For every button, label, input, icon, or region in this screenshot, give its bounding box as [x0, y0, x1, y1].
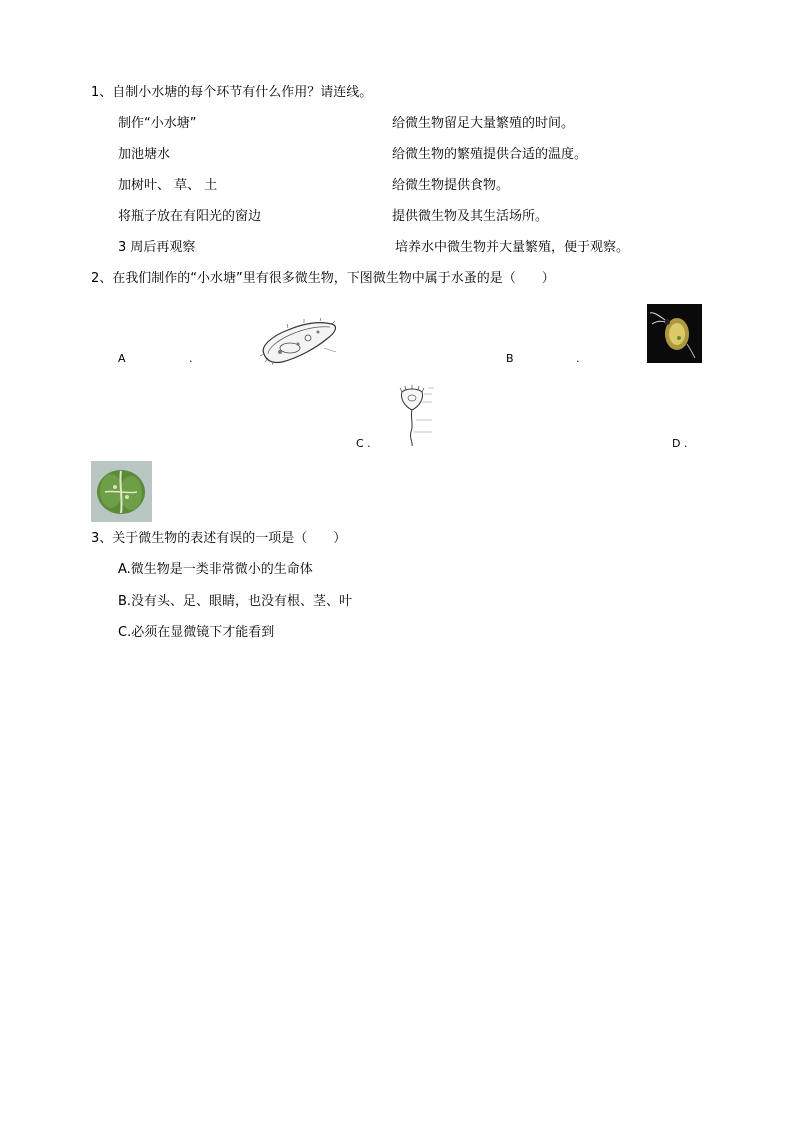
option-b-dot: . — [576, 352, 580, 365]
green-alga-image — [91, 461, 152, 522]
paramecium-image — [258, 318, 340, 366]
q3-option-a: A.微生物是一类非常微小的生命体 — [118, 562, 313, 577]
question-2-title: 2、在我们制作的“小水塘”里有很多微生物，下图微生物中属于水蚤的是（ ） — [91, 271, 555, 286]
q1-left-item: 将瓶子放在有阳光的窗边 — [118, 209, 262, 224]
q3-option-b: B.没有头、足、眼睛，也没有根、茎、叶 — [118, 594, 353, 609]
question-3-title: 3、关于微生物的表述有误的一项是（ ） — [91, 531, 347, 546]
option-a-dot: . — [189, 352, 193, 365]
q1-right-item: 给微生物的繁殖提供合适的温度。 — [392, 147, 588, 162]
q1-left-item: 加池塘水 — [118, 147, 171, 162]
q1-left-item: 制作“小水塘” — [118, 116, 197, 131]
option-d-label: D . — [672, 437, 688, 450]
option-c-label: C . — [356, 437, 371, 450]
q1-right-item: 提供微生物及其生活场所。 — [392, 209, 549, 224]
option-b-letter: B — [506, 352, 514, 365]
daphnia-image — [647, 304, 702, 363]
option-a-letter: A — [118, 352, 126, 365]
q1-left-item: 3 周后再观察 — [118, 240, 196, 255]
q1-left-item: 加树叶、 草、 土 — [118, 178, 218, 193]
question-1-title: 1、自制小水塘的每个环节有什么作用？请连线。 — [91, 85, 373, 100]
q1-right-item: 培养水中微生物并大量繁殖，便于观察。 — [395, 240, 630, 255]
q1-right-item: 给微生物提供食物。 — [392, 178, 510, 193]
q1-right-item: 给微生物留足大量繁殖的时间。 — [392, 116, 575, 131]
q3-option-c: C.必须在显微镜下才能看到 — [118, 625, 275, 640]
vorticella-image — [394, 384, 438, 448]
